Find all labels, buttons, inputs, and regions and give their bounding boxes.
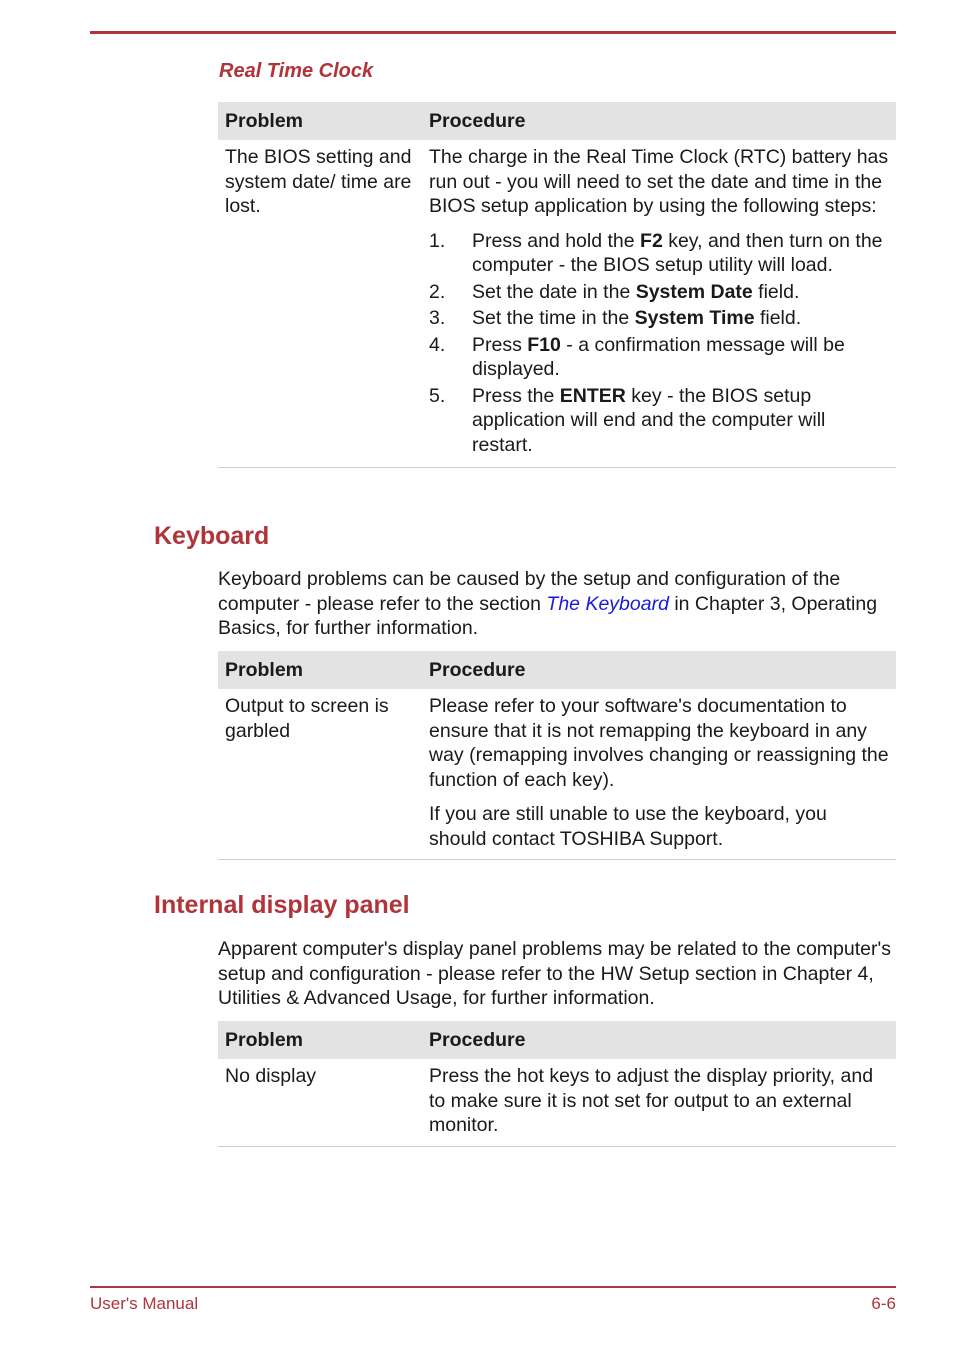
problem-text: No display	[225, 1065, 317, 1087]
problem-text: The BIOS setting and system date/ time are lost.	[225, 146, 412, 217]
step-number: 5.	[429, 384, 446, 407]
real-time-clock-heading: Real Time Clock	[219, 60, 374, 82]
procedure-text: Press the hot keys to adjust the display priority, and to make sure it is not set for output to an external monitor.	[429, 1065, 874, 1136]
key-name: ENTER	[559, 384, 626, 407]
procedure-cell	[422, 1059, 896, 1146]
header-rule	[90, 31, 896, 34]
rtc-table	[218, 102, 896, 468]
column-header-procedure: Procedure	[422, 1021, 896, 1059]
procedure-cell	[422, 689, 896, 860]
step-number: 4.	[429, 333, 446, 356]
step-number: 1.	[429, 229, 446, 252]
keyboard-intro: Keyboard problems can be caused by the setup and configuration of the computer - please refer to the section The Keyboard in Chapter 3, Operating Basics, for further information.	[218, 568, 878, 639]
table-header-row	[218, 1021, 896, 1059]
list-item	[429, 384, 889, 458]
display-table	[218, 1021, 896, 1147]
problem-text: Output to screen is garbled	[225, 695, 389, 742]
list-item	[429, 306, 889, 331]
list-item	[429, 333, 889, 382]
footer-manual-title: User's Manual	[90, 1294, 199, 1313]
column-header-procedure: Procedure	[422, 651, 896, 689]
step-number: 3.	[429, 307, 446, 329]
step-text: Set the time in the System Time field.	[472, 307, 802, 329]
list-item	[429, 229, 889, 278]
column-header-problem: Problem	[218, 1021, 422, 1059]
step-text: Press F10 - a confirmation message will be displayed.	[472, 333, 845, 380]
step-number: 2.	[429, 280, 446, 303]
page-number: 6-6	[871, 1294, 896, 1313]
problem-cell	[218, 689, 422, 860]
column-header-problem: Problem	[218, 102, 422, 140]
procedure-text: If you are still unable to use the keyboard, you should contact TOSHIBA Support.	[429, 803, 827, 850]
key-name: F10	[527, 333, 561, 356]
procedure-cell	[422, 140, 896, 468]
table-row	[218, 140, 896, 468]
step-text: Press and hold the F2 key, and then turn on the computer - the BIOS setup utility will load.	[472, 229, 883, 276]
step-text: Set the date in the System Date field.	[472, 280, 800, 303]
table-row	[218, 689, 896, 860]
footer-rule	[90, 1286, 896, 1288]
procedure-text: Please refer to your software's documentation to ensure that it is not remapping the keyboard in any way (remapping involves changing or reassigning the function of each key).	[429, 695, 889, 791]
table-header-row	[218, 102, 896, 140]
problem-cell	[218, 140, 422, 468]
internal-display-panel-heading: Internal display panel	[154, 891, 410, 919]
column-header-problem: Problem	[218, 651, 422, 689]
display-intro: Apparent computer's display panel problems may be related to the computer's setup and configuration - please refer to the HW Setup section in Chapter 4, Utilities & Advanced Usage, for further information.	[218, 938, 891, 1009]
field-name: System Date	[635, 280, 753, 303]
procedure-steps-list	[429, 229, 889, 458]
problem-cell	[218, 1059, 422, 1146]
step-text: Press the ENTER key - the BIOS setup application will end and the computer will restart.	[472, 384, 826, 456]
procedure-intro: The charge in the Real Time Clock (RTC) battery has run out - you will need to set the date and time in the BIOS setup application by using the following steps:	[429, 146, 889, 217]
table-header-row	[218, 651, 896, 689]
field-name: System Time	[634, 307, 755, 329]
keyboard-table	[218, 651, 896, 860]
list-item	[429, 280, 889, 305]
table-row	[218, 1059, 896, 1146]
keyboard-heading: Keyboard	[154, 522, 270, 550]
key-name: F2	[640, 229, 663, 252]
column-header-procedure: Procedure	[422, 102, 896, 140]
the-keyboard-link[interactable]: The Keyboard	[546, 592, 669, 615]
